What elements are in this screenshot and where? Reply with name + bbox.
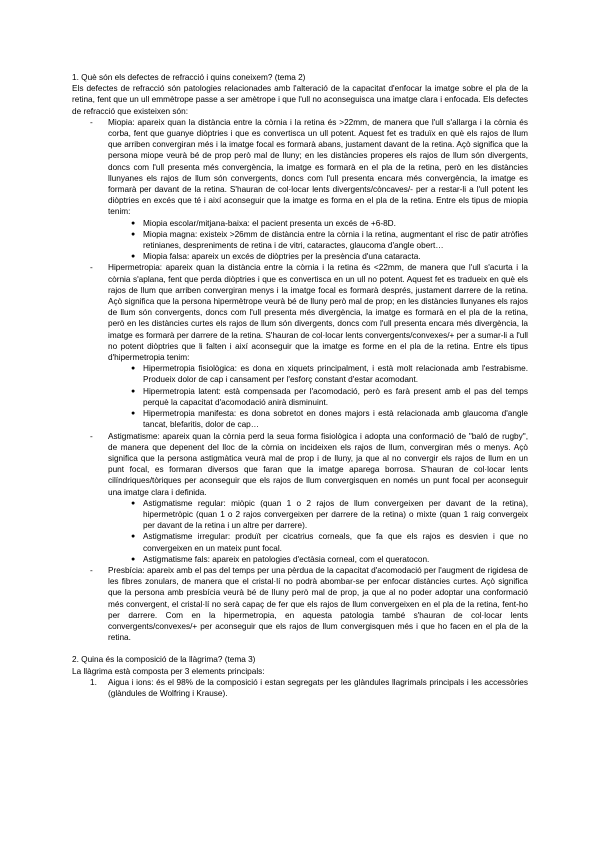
- bullet-icon: ●: [131, 365, 136, 373]
- document-page: [72, 72, 528, 699]
- bullet-icon: ●: [131, 387, 136, 395]
- list-marker: 1.: [90, 677, 97, 687]
- bullet-icon: ●: [131, 555, 136, 563]
- list-item-text: Astigmatisme: apareix quan la còrnia perd la seua forma fisiològica i adopta una conformació de "baló de rugby", de manera que depenent del lloc de la còrnia on incideixen els rajos de llum, convergiran més o menys. Açò significa que la persona astigmàtica veurà mal de prop i de lluny, ja que al no convergir els rajos de llum en un punt focal, es formaran diversos que faran que la imatge aparega borrosa. S'hauran de col·locar lents cilíndriques/tòriques per aconseguir que els rajos de llum convergisquen en només un punt focal per aconseguir una imatge clara i definida.: [108, 431, 528, 497]
- section-spacer: [72, 643, 528, 654]
- list-item-myopia: [72, 117, 528, 263]
- section-2-heading: 2. Quina és la composició de la llàgrima? (tema 3): [72, 655, 256, 665]
- sub-list-item: ● Astigmatisme regular: miòpic (quan 1 o 2 rajos de llum convergeixen per davant de la retina), hipermetròpic (quan 1 o 2 rajos convergeixen per darrere de la retina) o mixte (quan 1 raig convergeix per davant de la retina i un altre per darrere).: [131, 498, 528, 531]
- sub-list-item: ● Astigmatisme irregular: produït per cicatrius corneals, que fa que els rajos es desvien i que no convergeixen en un mateix punt focal.: [131, 532, 528, 553]
- sub-list-item: ● Miopia magna: existeix >26mm de distància entre la còrnia i la retina, augmentant el risc de patir atròfies retinianes, despreniments de retina i de vitri, cataractes, glaucoma d'angle obert…: [131, 229, 528, 251]
- sub-list-item: ● Miopia falsa: apareix un excés de diòptries per la presència d'una cataracta.: [131, 252, 421, 262]
- bullet-icon: ●: [131, 230, 136, 238]
- list-item-hyperopia: [72, 262, 528, 430]
- astigmatism-types-list: [108, 498, 528, 565]
- list-item-presbyopia: [72, 565, 528, 643]
- bullet-icon: ●: [131, 533, 136, 541]
- section-1-heading: 1. Què són els defectes de refracció i quins coneixem? (tema 2): [72, 73, 306, 82]
- list-marker: -: [90, 117, 93, 127]
- tear-components-list: [72, 677, 528, 699]
- bullet-icon: ●: [131, 410, 136, 418]
- section-2-intro: La llàgrima està composta per 3 elements principals:: [72, 666, 265, 676]
- list-item-text: Aigua i ions: és el 98% de la composició i estan segregats per les glàndules llagrimals principals i les accessòries (glàndules de Wolfring i Krause).: [108, 677, 528, 698]
- bullet-icon: ●: [131, 253, 136, 261]
- bullet-icon: ●: [131, 219, 136, 227]
- list-item-text: Presbícia: apareix amb el pas del temps per una pèrdua de la capacitat d'acomodació per l'augment de rigidesa de les fibres zonulars, de manera que el cristal·lí no podrà abombar-se per enfocar distàncies curtes. Açò significa que la persona amb presbícia veurà bé de lluny però mal de prop, ja que al no poder adoptar una conformació més convergent, el cristal·lí no serà capaç de fer que els rajos de llum convergeixen en el pla de la retina, fent-ho per darrere. Com en la hipermetropia, en aquesta patologia també s'hauran de col·locar lents convergents/convexes/+ per aconseguir que els rajos de llum convergisquen més i que ho facen en el pla de la retina.: [108, 565, 528, 643]
- sub-list-item: ● Hipermetropia manifesta: es dona sobretot en dones majors i està relacionada amb glaucoma d'angle tancat, blefaritis, dolor de cap…: [131, 409, 528, 430]
- list-item-text: Hipermetropia: apareix quan la distància entre la còrnia i la retina és <22mm, de manera que l'ull s'acurta i la còrnia s'aplana, fent que perda diòptries i que es convertisca en un ull no potent. Aquest fet es tradueix en què els rajos de llum que arriben convergiran menys i la imatge focal es formarà després, justament darrere de la retina. Açò significa que la persona hipermètrope veurà bé de lluny però mal de prop; en les distàncies llunyanes els rajos de llum són convergents, doncs com l'ull presenta més divergència, la imatge es formarà en el pla de la retina, però en les distàncies curtes els rajos de llum són divergents, doncs com l'ull presenta encara més divergència, la imatge es formarà per darrere de la retina. S'hauran de col·locar lents convergents/convexes/+ per a sumar-li a l'ull no potent diòptries que li falten i així aconseguir que la imatge es forme en el pla de la retina. Entre els tipus d'hipermetropia tenim:: [108, 263, 528, 363]
- section-1-intro: Els defectes de refracció són patologies relacionades amb l'alteració de la capacitat d'enfocar la imatge sobre el pla de la retina, fent que un ull emmètrope passe a ser amètrope i que l'ull no aconseguisca una imatge clara i enfocada. Els defectes de refracció que existeixen són:: [72, 84, 528, 116]
- list-marker: -: [90, 263, 93, 273]
- list-marker: -: [90, 431, 93, 441]
- list-marker: -: [90, 565, 93, 575]
- refraction-defects-list: [72, 117, 528, 644]
- sub-list-item: ● Miopia escolar/mitjana-baixa: el pacient presenta un excés de +6-8D.: [131, 218, 396, 228]
- list-item-water-ions: [72, 677, 528, 699]
- sub-list-item: ● Hipermetropia fisiològica: es dona en xiquets principalment, i està molt relacionada amb l'estrabisme. Produeix dolor de cap i cansament per l'esforç constant d'estar acomodant.: [131, 364, 528, 385]
- sub-list-item: ● Hipermetropia latent: està compensada per l'acomodació, però es farà present amb el pas del temps perquè la capacitat d'acomodació anirà disminuint.: [131, 386, 528, 407]
- myopia-types-list: [108, 218, 528, 263]
- sub-list-item: ● Astigmatisme fals: apareix en patologies d'ectàsia corneal, com el queratocon.: [131, 554, 430, 564]
- list-item-text: Miopia: apareix quan la distància entre la còrnia i la retina és >22mm, de manera que l'ull s'allarga i la còrnia és corba, fent que guanye diòptries i que es convertisca un ull potent. Aquest fet es traduïx en què els rajos de llum que arriben convergiran més i la imatge focal es formarà abans, justament davant de la retina. Açò significa que la persona miope veurà bé de prop però mal de lluny; en les distàncies properes els rajos de llum són divergents, doncs com l'ull presenta més convergència, la imatge es formarà en el pla de la retina, però en les distàncies llunyanes els rajos de llum són convergents, doncs com l'ull presenta encara més convergència, la imatge es formarà per davant de la retina. S'hauran de col·locar lents divergents/còncaves/- per a restar-li a l'ull potent les diòptries en excés que té i així aconseguir que la imatge es forma en el pla de la retina. Entre els tipus de miopia tenim:: [108, 117, 528, 217]
- list-item-astigmatism: [72, 431, 528, 565]
- bullet-icon: ●: [131, 499, 136, 507]
- hyperopia-types-list: [108, 363, 528, 430]
